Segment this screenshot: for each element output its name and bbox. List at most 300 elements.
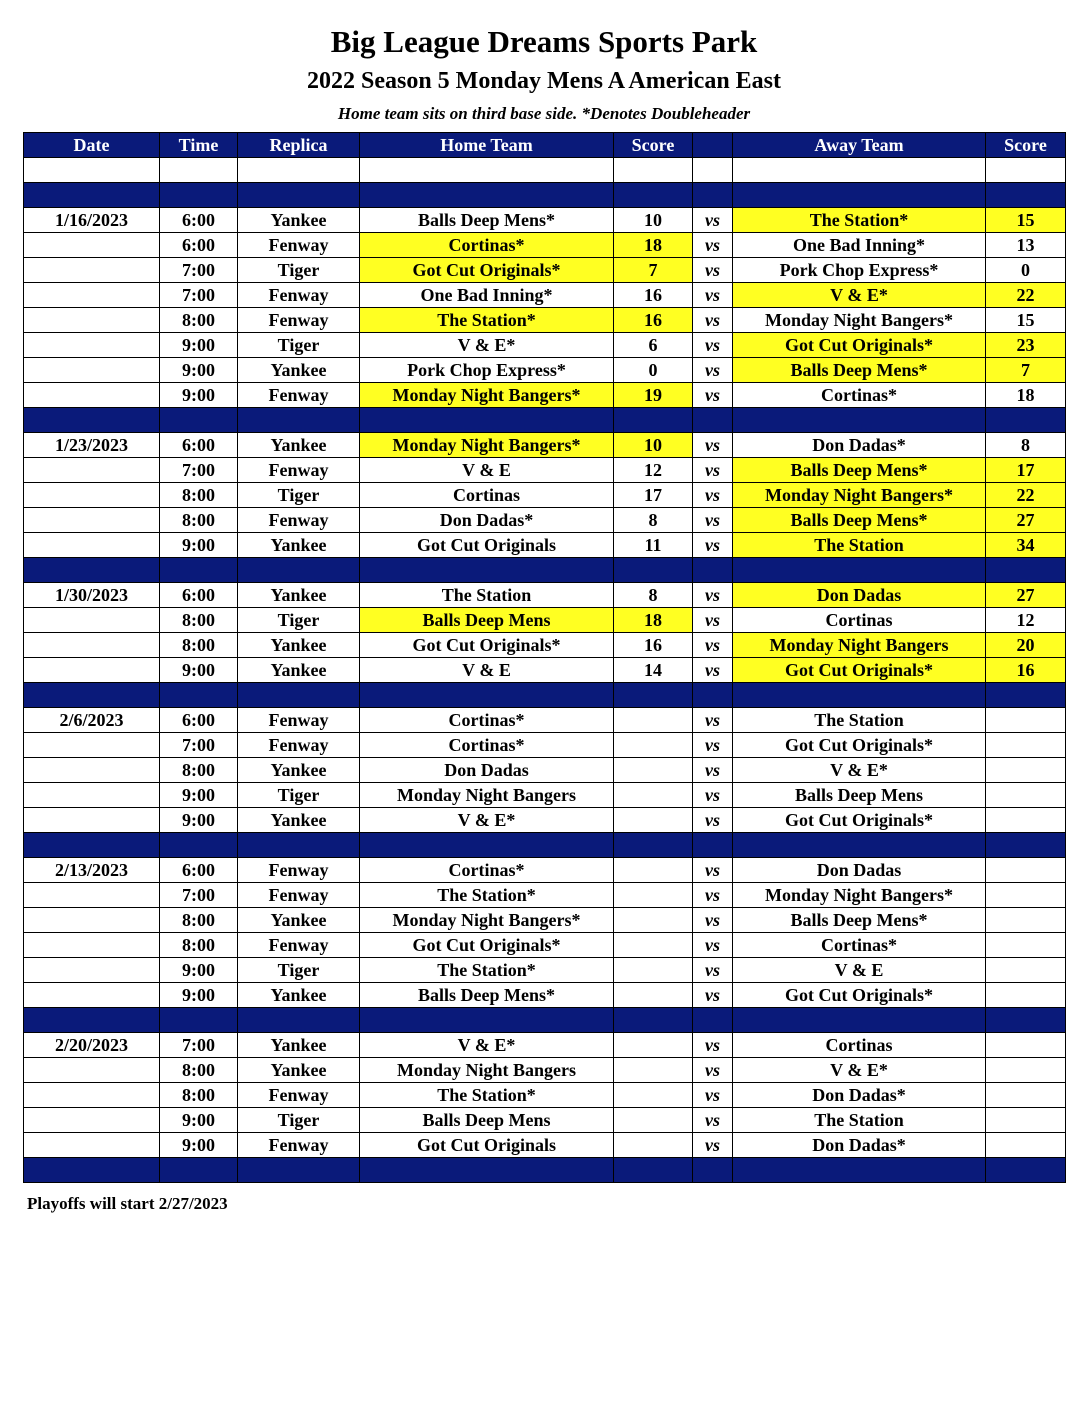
time-cell: 8:00: [160, 933, 238, 958]
vs-cell: vs: [693, 808, 733, 833]
away-team-cell: V & E*: [733, 283, 986, 308]
replica-cell: Yankee: [238, 983, 360, 1008]
replica-cell: Yankee: [238, 433, 360, 458]
home-score-cell: 19: [614, 383, 693, 408]
date-cell: 1/30/2023: [24, 583, 160, 608]
date-cell: [24, 658, 160, 683]
replica-cell: Yankee: [238, 808, 360, 833]
home-score-cell: [614, 1133, 693, 1158]
separator-cell: [160, 833, 238, 858]
home-team-cell: The Station*: [360, 883, 614, 908]
game-row: [24, 1108, 1066, 1133]
home-score-cell: [614, 783, 693, 808]
home-team-cell: Cortinas*: [360, 733, 614, 758]
date-cell: [24, 783, 160, 808]
date-cell: [24, 283, 160, 308]
replica-cell: Fenway: [238, 383, 360, 408]
game-row: [24, 483, 1066, 508]
away-team-cell: One Bad Inning*: [733, 233, 986, 258]
game-row: [24, 933, 1066, 958]
vs-cell: vs: [693, 1058, 733, 1083]
column-header-date: Date: [24, 133, 160, 158]
game-row: [24, 1033, 1066, 1058]
away-team-cell: Got Cut Originals*: [733, 808, 986, 833]
vs-cell: vs: [693, 1133, 733, 1158]
away-score-cell: 8: [986, 433, 1066, 458]
game-row: [24, 883, 1066, 908]
home-score-cell: 17: [614, 483, 693, 508]
vs-cell: vs: [693, 733, 733, 758]
away-score-cell: 13: [986, 233, 1066, 258]
away-score-cell: [986, 933, 1066, 958]
away-score-cell: [986, 1133, 1066, 1158]
replica-cell: Fenway: [238, 458, 360, 483]
date-cell: 2/20/2023: [24, 1033, 160, 1058]
date-cell: [24, 808, 160, 833]
vs-cell: vs: [693, 883, 733, 908]
schedule-table: [23, 132, 1066, 1183]
replica-cell: Fenway: [238, 858, 360, 883]
blank-cell: [238, 158, 360, 183]
game-row: [24, 708, 1066, 733]
home-score-cell: [614, 908, 693, 933]
separator-cell: [24, 1158, 160, 1183]
game-row: [24, 908, 1066, 933]
replica-cell: Tiger: [238, 958, 360, 983]
away-score-cell: [986, 1108, 1066, 1133]
separator-cell: [733, 558, 986, 583]
time-cell: 8:00: [160, 908, 238, 933]
replica-cell: Fenway: [238, 308, 360, 333]
home-score-cell: 8: [614, 508, 693, 533]
away-score-cell: [986, 908, 1066, 933]
away-score-cell: [986, 808, 1066, 833]
replica-cell: Yankee: [238, 1058, 360, 1083]
time-cell: 9:00: [160, 533, 238, 558]
date-cell: [24, 983, 160, 1008]
week-separator-row: [24, 833, 1066, 858]
home-team-cell: Monday Night Bangers*: [360, 383, 614, 408]
home-score-cell: [614, 983, 693, 1008]
separator-cell: [160, 558, 238, 583]
away-score-cell: [986, 858, 1066, 883]
time-cell: 6:00: [160, 583, 238, 608]
replica-cell: Fenway: [238, 708, 360, 733]
game-row: [24, 458, 1066, 483]
home-score-cell: 18: [614, 608, 693, 633]
separator-cell: [733, 1008, 986, 1033]
game-row: [24, 433, 1066, 458]
game-row: [24, 308, 1066, 333]
vs-cell: vs: [693, 208, 733, 233]
away-team-cell: The Station: [733, 533, 986, 558]
vs-cell: vs: [693, 258, 733, 283]
away-score-cell: 17: [986, 458, 1066, 483]
vs-cell: vs: [693, 308, 733, 333]
away-team-cell: Cortinas: [733, 608, 986, 633]
away-team-cell: The Station: [733, 1108, 986, 1133]
home-score-cell: [614, 1033, 693, 1058]
replica-cell: Yankee: [238, 758, 360, 783]
away-team-cell: Don Dadas*: [733, 1083, 986, 1108]
away-score-cell: [986, 958, 1066, 983]
replica-cell: Yankee: [238, 208, 360, 233]
away-score-cell: 20: [986, 633, 1066, 658]
away-score-cell: [986, 1033, 1066, 1058]
game-row: [24, 608, 1066, 633]
time-cell: 9:00: [160, 983, 238, 1008]
time-cell: 6:00: [160, 708, 238, 733]
home-score-cell: 16: [614, 633, 693, 658]
home-team-cell: V & E*: [360, 808, 614, 833]
home-team-cell: Monday Night Bangers: [360, 1058, 614, 1083]
blank-cell: [986, 158, 1066, 183]
away-team-cell: Don Dadas*: [733, 433, 986, 458]
away-team-cell: Balls Deep Mens*: [733, 908, 986, 933]
time-cell: 7:00: [160, 883, 238, 908]
time-cell: 7:00: [160, 258, 238, 283]
separator-cell: [614, 558, 693, 583]
separator-cell: [238, 183, 360, 208]
away-score-cell: [986, 733, 1066, 758]
replica-cell: Fenway: [238, 883, 360, 908]
home-team-cell: Don Dadas: [360, 758, 614, 783]
away-team-cell: Monday Night Bangers*: [733, 308, 986, 333]
separator-cell: [986, 183, 1066, 208]
replica-cell: Yankee: [238, 533, 360, 558]
date-cell: 2/6/2023: [24, 708, 160, 733]
home-score-cell: 11: [614, 533, 693, 558]
away-team-cell: The Station: [733, 708, 986, 733]
column-header-replica: Replica: [238, 133, 360, 158]
time-cell: 6:00: [160, 208, 238, 233]
column-header-away-score: Score: [986, 133, 1066, 158]
separator-cell: [693, 833, 733, 858]
home-score-cell: [614, 708, 693, 733]
blank-cell: [360, 158, 614, 183]
game-row: [24, 283, 1066, 308]
time-cell: 7:00: [160, 283, 238, 308]
vs-cell: vs: [693, 508, 733, 533]
separator-cell: [986, 833, 1066, 858]
separator-cell: [238, 833, 360, 858]
home-score-cell: [614, 958, 693, 983]
separator-cell: [986, 408, 1066, 433]
blank-cell: [24, 158, 160, 183]
away-score-cell: 12: [986, 608, 1066, 633]
separator-cell: [693, 183, 733, 208]
time-cell: 9:00: [160, 958, 238, 983]
time-cell: 9:00: [160, 783, 238, 808]
separator-cell: [238, 1008, 360, 1033]
date-cell: [24, 533, 160, 558]
replica-cell: Tiger: [238, 258, 360, 283]
separator-cell: [693, 1158, 733, 1183]
home-team-cell: Balls Deep Mens: [360, 1108, 614, 1133]
date-cell: 1/23/2023: [24, 433, 160, 458]
replica-cell: Tiger: [238, 608, 360, 633]
home-team-cell: Got Cut Originals*: [360, 258, 614, 283]
date-cell: [24, 458, 160, 483]
home-score-cell: [614, 933, 693, 958]
home-score-cell: [614, 758, 693, 783]
replica-cell: Yankee: [238, 358, 360, 383]
vs-cell: vs: [693, 658, 733, 683]
date-cell: [24, 633, 160, 658]
game-row: [24, 858, 1066, 883]
home-team-cell: V & E*: [360, 1033, 614, 1058]
home-team-cell: V & E*: [360, 333, 614, 358]
vs-cell: vs: [693, 383, 733, 408]
column-header-home-score: Score: [614, 133, 693, 158]
separator-cell: [360, 833, 614, 858]
away-team-cell: Monday Night Bangers: [733, 633, 986, 658]
separator-cell: [24, 408, 160, 433]
separator-cell: [614, 833, 693, 858]
date-cell: [24, 233, 160, 258]
vs-cell: vs: [693, 708, 733, 733]
home-score-cell: 0: [614, 358, 693, 383]
time-cell: 8:00: [160, 1083, 238, 1108]
game-row: [24, 983, 1066, 1008]
separator-cell: [733, 1158, 986, 1183]
column-header-away-team: Away Team: [733, 133, 986, 158]
home-score-cell: [614, 1058, 693, 1083]
away-team-cell: Balls Deep Mens*: [733, 508, 986, 533]
home-team-cell: Cortinas*: [360, 858, 614, 883]
away-score-cell: 15: [986, 208, 1066, 233]
week-separator-row: [24, 408, 1066, 433]
home-team-cell: Cortinas*: [360, 233, 614, 258]
game-row: [24, 783, 1066, 808]
home-score-cell: 7: [614, 258, 693, 283]
separator-cell: [986, 683, 1066, 708]
home-team-cell: Balls Deep Mens: [360, 608, 614, 633]
vs-cell: vs: [693, 433, 733, 458]
separator-cell: [360, 1008, 614, 1033]
separator-cell: [360, 558, 614, 583]
away-score-cell: 18: [986, 383, 1066, 408]
separator-cell: [24, 833, 160, 858]
home-team-cell: Pork Chop Express*: [360, 358, 614, 383]
date-cell: [24, 883, 160, 908]
separator-cell: [160, 683, 238, 708]
home-team-cell: Monday Night Bangers: [360, 783, 614, 808]
away-team-cell: The Station*: [733, 208, 986, 233]
away-score-cell: [986, 758, 1066, 783]
separator-cell: [733, 833, 986, 858]
away-team-cell: Balls Deep Mens*: [733, 358, 986, 383]
time-cell: 8:00: [160, 308, 238, 333]
date-cell: [24, 358, 160, 383]
blank-cell: [693, 158, 733, 183]
vs-cell: vs: [693, 1108, 733, 1133]
replica-cell: Yankee: [238, 633, 360, 658]
home-team-cell: Got Cut Originals: [360, 533, 614, 558]
vs-cell: vs: [693, 1033, 733, 1058]
replica-cell: Fenway: [238, 933, 360, 958]
schedule-note: Home team sits on third base side. *Denotes Doubleheader: [337, 104, 751, 123]
date-cell: [24, 1133, 160, 1158]
separator-cell: [24, 1008, 160, 1033]
time-cell: 9:00: [160, 383, 238, 408]
vs-cell: vs: [693, 358, 733, 383]
page-title: Big League Dreams Sports Park: [330, 24, 758, 59]
home-score-cell: 16: [614, 308, 693, 333]
vs-cell: vs: [693, 583, 733, 608]
separator-cell: [614, 408, 693, 433]
separator-cell: [24, 558, 160, 583]
away-team-cell: Don Dadas: [733, 583, 986, 608]
away-score-cell: 7: [986, 358, 1066, 383]
column-header-home-team: Home Team: [360, 133, 614, 158]
home-score-cell: 12: [614, 458, 693, 483]
away-team-cell: Cortinas: [733, 1033, 986, 1058]
vs-cell: vs: [693, 1083, 733, 1108]
replica-cell: Fenway: [238, 733, 360, 758]
away-team-cell: Cortinas*: [733, 383, 986, 408]
vs-cell: vs: [693, 608, 733, 633]
vs-cell: vs: [693, 758, 733, 783]
separator-cell: [733, 683, 986, 708]
time-cell: 9:00: [160, 658, 238, 683]
game-row: [24, 208, 1066, 233]
replica-cell: Yankee: [238, 583, 360, 608]
time-cell: 7:00: [160, 733, 238, 758]
away-team-cell: Got Cut Originals*: [733, 983, 986, 1008]
away-score-cell: [986, 783, 1066, 808]
separator-cell: [360, 183, 614, 208]
game-row: [24, 1058, 1066, 1083]
game-row: [24, 758, 1066, 783]
home-team-cell: Got Cut Originals: [360, 1133, 614, 1158]
vs-cell: vs: [693, 958, 733, 983]
replica-cell: Yankee: [238, 658, 360, 683]
home-team-cell: V & E: [360, 458, 614, 483]
game-row: [24, 733, 1066, 758]
home-score-cell: 6: [614, 333, 693, 358]
away-score-cell: 27: [986, 508, 1066, 533]
separator-cell: [614, 183, 693, 208]
time-cell: 9:00: [160, 1133, 238, 1158]
game-row: [24, 658, 1066, 683]
date-cell: 1/16/2023: [24, 208, 160, 233]
time-cell: 9:00: [160, 808, 238, 833]
home-team-cell: Cortinas*: [360, 708, 614, 733]
vs-cell: vs: [693, 858, 733, 883]
date-cell: [24, 1108, 160, 1133]
home-score-cell: 16: [614, 283, 693, 308]
home-team-cell: The Station*: [360, 1083, 614, 1108]
away-team-cell: Pork Chop Express*: [733, 258, 986, 283]
week-separator-row: [24, 1008, 1066, 1033]
separator-cell: [160, 1008, 238, 1033]
vs-cell: vs: [693, 233, 733, 258]
separator-cell: [238, 408, 360, 433]
separator-cell: [360, 408, 614, 433]
separator-cell: [733, 408, 986, 433]
replica-cell: Tiger: [238, 783, 360, 808]
replica-cell: Yankee: [238, 908, 360, 933]
vs-cell: vs: [693, 533, 733, 558]
vs-cell: vs: [693, 933, 733, 958]
date-cell: [24, 608, 160, 633]
playoffs-note: Playoffs will start 2/27/2023: [27, 1194, 228, 1213]
away-team-cell: Got Cut Originals*: [733, 733, 986, 758]
game-row: [24, 258, 1066, 283]
blank-cell: [160, 158, 238, 183]
time-cell: 6:00: [160, 233, 238, 258]
separator-cell: [733, 183, 986, 208]
time-cell: 6:00: [160, 433, 238, 458]
home-team-cell: V & E: [360, 658, 614, 683]
separator-cell: [986, 1008, 1066, 1033]
home-score-cell: [614, 858, 693, 883]
home-team-cell: Balls Deep Mens*: [360, 983, 614, 1008]
vs-cell: vs: [693, 283, 733, 308]
separator-cell: [160, 408, 238, 433]
time-cell: 8:00: [160, 508, 238, 533]
separator-cell: [986, 1158, 1066, 1183]
week-separator-row: [24, 1158, 1066, 1183]
away-score-cell: 0: [986, 258, 1066, 283]
time-cell: 8:00: [160, 483, 238, 508]
home-score-cell: 8: [614, 583, 693, 608]
home-team-cell: The Station*: [360, 958, 614, 983]
time-cell: 9:00: [160, 358, 238, 383]
separator-cell: [160, 1158, 238, 1183]
away-team-cell: Balls Deep Mens*: [733, 458, 986, 483]
game-row: [24, 633, 1066, 658]
separator-cell: [360, 683, 614, 708]
separator-cell: [238, 558, 360, 583]
week-separator-row: [24, 683, 1066, 708]
home-team-cell: The Station: [360, 583, 614, 608]
replica-cell: Tiger: [238, 1108, 360, 1133]
home-team-cell: Got Cut Originals*: [360, 633, 614, 658]
away-score-cell: 16: [986, 658, 1066, 683]
home-score-cell: 14: [614, 658, 693, 683]
separator-cell: [24, 183, 160, 208]
vs-cell: vs: [693, 783, 733, 808]
separator-cell: [693, 683, 733, 708]
replica-cell: Tiger: [238, 483, 360, 508]
time-cell: 8:00: [160, 1058, 238, 1083]
away-score-cell: 22: [986, 283, 1066, 308]
replica-cell: Fenway: [238, 508, 360, 533]
home-score-cell: [614, 1108, 693, 1133]
date-cell: [24, 333, 160, 358]
away-team-cell: Balls Deep Mens: [733, 783, 986, 808]
column-header-time: Time: [160, 133, 238, 158]
separator-cell: [693, 408, 733, 433]
header-row: [24, 133, 1066, 158]
away-score-cell: [986, 883, 1066, 908]
home-team-cell: Cortinas: [360, 483, 614, 508]
separator-cell: [614, 1008, 693, 1033]
replica-cell: Fenway: [238, 283, 360, 308]
separator-cell: [238, 683, 360, 708]
date-cell: [24, 483, 160, 508]
away-score-cell: 27: [986, 583, 1066, 608]
away-team-cell: Monday Night Bangers*: [733, 883, 986, 908]
replica-cell: Fenway: [238, 1083, 360, 1108]
game-row: [24, 508, 1066, 533]
game-row: [24, 333, 1066, 358]
away-team-cell: Monday Night Bangers*: [733, 483, 986, 508]
time-cell: 8:00: [160, 758, 238, 783]
away-team-cell: Got Cut Originals*: [733, 658, 986, 683]
